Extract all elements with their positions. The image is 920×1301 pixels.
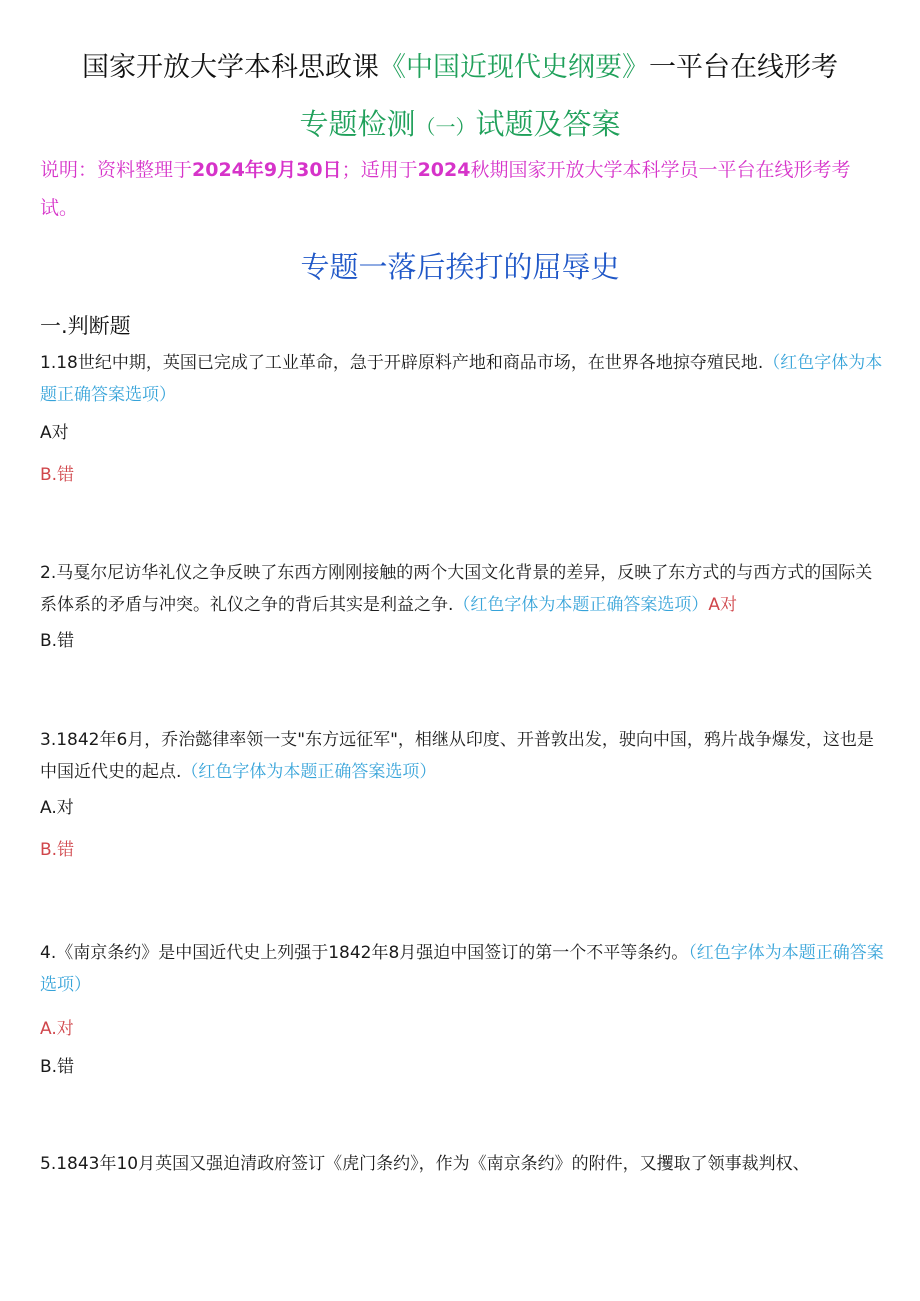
section-title: 专题一落后挨打的屈辱史 [300, 250, 620, 284]
question-4 [40, 937, 885, 1001]
note-part-1: 说明：资料整理于 [40, 159, 193, 181]
question-text: 5.1843年10月英国又强迫清政府签订《虎门条约》，作为《南京条约》的附件，又攫取了领事裁判权、 [40, 1154, 810, 1174]
answer-hint: （红色字体为本题正确答案选项） [40, 943, 884, 995]
question-3-option-b: B.错 [40, 840, 75, 860]
note-part-2: ；适用于 [341, 159, 418, 181]
title-prefix: 国家开放大学本科思政课 [82, 52, 379, 83]
question-1-option-b: B.错 [40, 465, 75, 485]
subtitle-main: 专题检测 [299, 107, 416, 141]
note-date: 2024年9月30日 [192, 159, 342, 181]
question-text: 1.18世纪中期，英国已完成了工业革命，急于开辟原料产地和商品市场，在世界各地掠夺殖民地. [40, 353, 764, 373]
question-2 [40, 557, 885, 621]
question-text: 4.《南京条约》是中国近代史上列强于1842年8月强迫中国签订的第一个不平等条约。 [40, 943, 689, 963]
document-subtitle [0, 102, 920, 149]
question-5 [40, 1148, 885, 1180]
subtitle-paren: （一） [415, 115, 476, 139]
question-2-option-b: B.错 [40, 631, 75, 651]
question-3-option-a: A.对 [40, 798, 74, 818]
question-4-option-a: A.对 [40, 1019, 74, 1039]
answer-hint: （红色字体为本题正确答案选项） [181, 762, 437, 782]
note-part-3: 秋期国家开放大学本科学员一平台在线形考考试。 [40, 159, 851, 219]
part-title: 一.判断题 [40, 314, 131, 338]
question-2-option-a: A对 [708, 595, 738, 615]
answer-hint: （红色字体为本题正确答案选项） [40, 353, 883, 405]
question-3 [40, 724, 885, 788]
answer-hint: （红色字体为本题正确答案选项） [453, 595, 709, 615]
subtitle-tail: 试题及答案 [475, 107, 621, 141]
note-term: 2024 [417, 159, 471, 181]
question-text: 2.马戛尔尼访华礼仪之争反映了东西方刚刚接触的两个大国文化背景的差异，反映了东方式的与西方式的国际关系体系的矛盾与冲突。礼仪之争的背后其实是利益之争. [40, 563, 873, 615]
note-paragraph [40, 151, 880, 227]
title-suffix: 一平台在线形考 [649, 52, 838, 83]
question-1 [40, 347, 885, 411]
course-name: 《中国近现代史纲要》 [379, 52, 649, 83]
question-1-option-a: A对 [40, 423, 69, 443]
question-text: 3.1842年6月，乔治懿律率领一支"东方远征军"，相继从印度、开普敦出发，驶向中国，鸦片战争爆发，这也是中国近代史的起点. [40, 730, 874, 782]
question-4-option-b: B.错 [40, 1057, 75, 1077]
document-title [0, 48, 920, 88]
